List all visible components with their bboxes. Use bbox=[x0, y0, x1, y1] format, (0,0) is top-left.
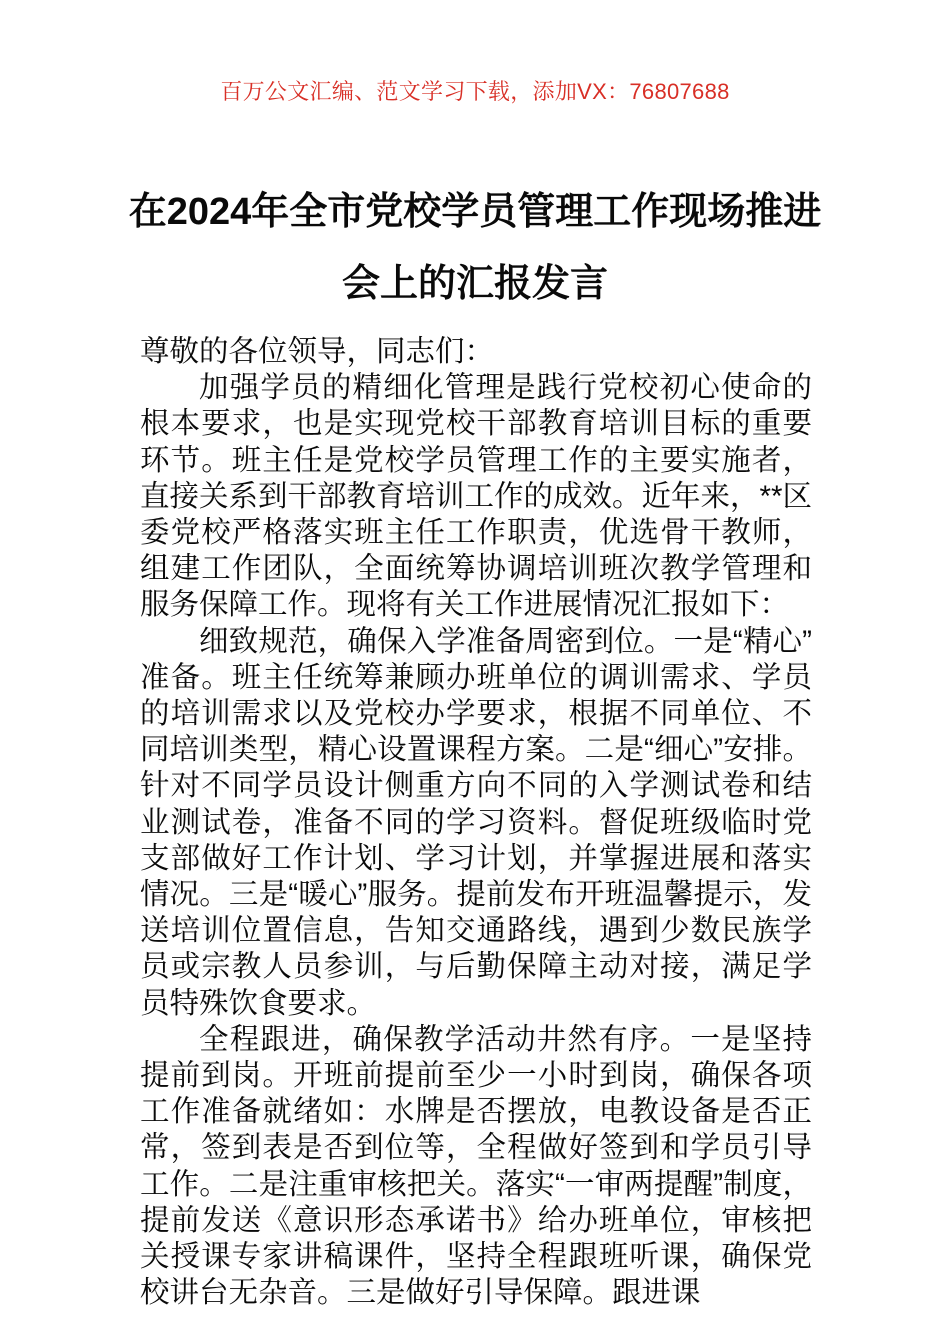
promo-header-text: 百万公文汇编、范文学习下载，添加VX：76807688 bbox=[220, 79, 730, 104]
body-paragraph-3: 全程跟进，确保教学活动井然有序。一是坚持提前到岗。开班前提前至少一小时到岗，确保各项工作准备就绪如：水牌是否摆放，电教设备是否正常，签到表是否到位等，全程做好签到和学员引导工作。二是注重审核把关。落实“一审两提醒”制度，提前发送《意识形态承诺书》给办班单位，审核把关授课专家讲稿课件，坚持全程跟班听课，确保党校讲台无杂音。三是做好引导保障。跟进课 bbox=[140, 1022, 812, 1310]
body-paragraph-2: 细致规范，确保入学准备周密到位。一是“精心”准备。班主任统筹兼顾办班单位的调训需求、学员的培训需求以及党校办学要求，根据不同单位、不同培训类型，精心设置课程方案。二是“细心”安排。针对不同学员设计侧重方向不同的入学测试卷和结业测试卷，准备不同的学习资料。督促班级临时党支部做好工作计划、学习计划，并掌握进展和落实情况。三是“暖心”服务。提前发布开班温馨提示，发送培训位置信息，告知交通路线，遇到少数民族学员或宗教人员参训，与后勤保障主动对接，满足学员特殊饮食要求。 bbox=[140, 624, 812, 1020]
page-title-line-1: 在2024年全市党校学员管理工作现场推进 bbox=[128, 191, 822, 233]
page-title bbox=[120, 176, 830, 320]
body-paragraph-1: 加强学员的精细化管理是践行党校初心使命的根本要求，也是实现党校干部教育培训目标的重要环节。班主任是党校学员管理工作的主要实施者，直接关系到干部教育培训工作的成效。近年来，**区委党校严格落实班主任工作职责，优选骨干教师，组建工作团队，全面统筹协调培训班次教学管理和服务保障工作。现将有关工作进展情况汇报如下： bbox=[140, 371, 812, 622]
salutation-line: 尊敬的各位领导，同志们： bbox=[140, 335, 495, 368]
page-title-line-2: 会上的汇报发言 bbox=[341, 263, 608, 305]
document-body bbox=[140, 334, 812, 1311]
